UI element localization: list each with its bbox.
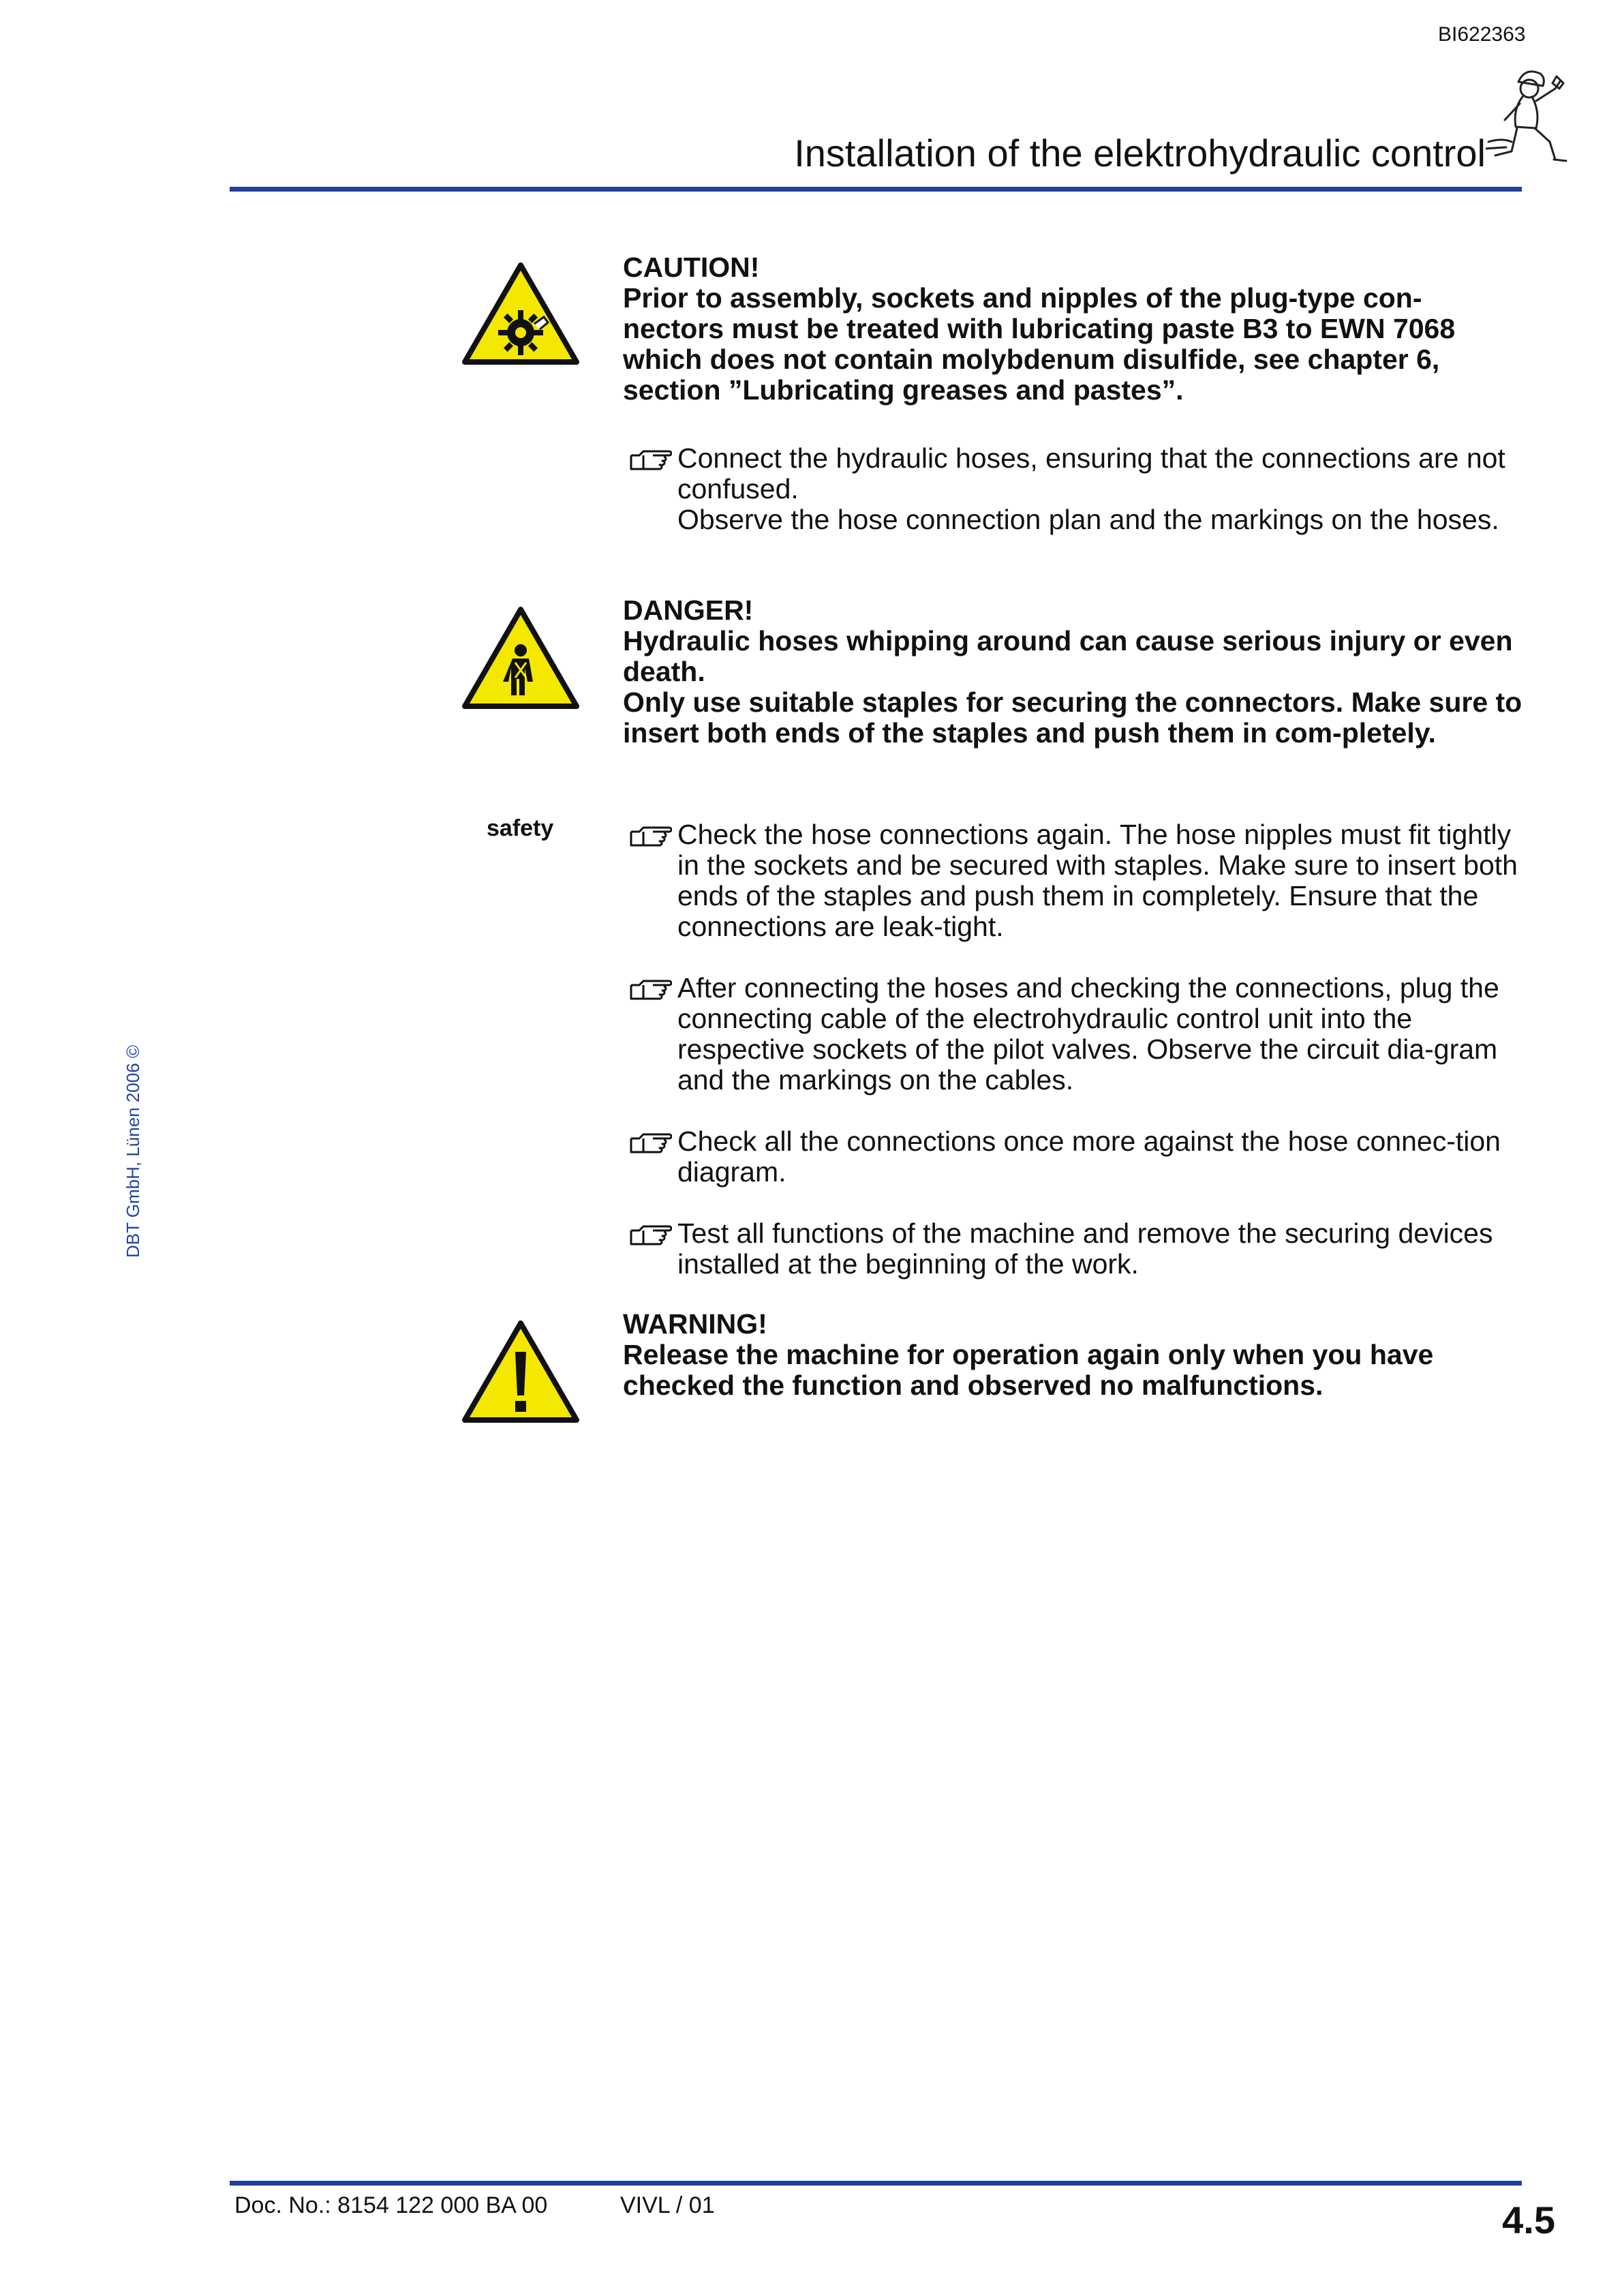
instruction-item xyxy=(623,819,1522,942)
instruction-item xyxy=(623,973,1522,1096)
document-number: Doc. No.: 8154 122 000 BA 00 xyxy=(234,2192,548,2218)
instruction-text: Observe the hose connection plan and the markings on the hoses. xyxy=(677,504,1499,535)
danger-label: DANGER! xyxy=(623,594,754,626)
caution-label: CAUTION! xyxy=(623,252,760,283)
page-number: 4.5 xyxy=(1502,2199,1555,2241)
danger-notice xyxy=(623,595,1522,749)
footer-rule xyxy=(230,2181,1522,2186)
pointing-hand-icon xyxy=(630,1129,672,1156)
pointing-hand-icon xyxy=(630,446,672,473)
instruction-item xyxy=(623,443,1522,535)
crush-hazard-warning-icon xyxy=(461,261,581,367)
pointing-hand-icon xyxy=(630,1221,672,1248)
instruction-text: Check the hose connections again. The hose nipples must fit tightly in the sockets and be secured with staples. Make sure to insert both ends of the staples and push them in completely. Ensure that the connections are leak-tight. xyxy=(677,819,1518,942)
header-rule xyxy=(230,187,1522,192)
instruction-text: Test all functions of the machine and remove the securing devices installed at the beginning of the work. xyxy=(677,1218,1493,1280)
copyright-notice: DBT GmbH, Lünen 2006 © xyxy=(123,1044,143,1258)
caution-notice xyxy=(623,252,1522,406)
version-label: VIVL / 01 xyxy=(620,2192,715,2218)
pointing-hand-icon xyxy=(630,822,672,849)
instruction-text: Connect the hydraulic hoses, ensuring that the connections are not confused. xyxy=(677,442,1505,504)
instruction-text: Check all the connections once more against the hose connec-tion diagram. xyxy=(677,1126,1501,1188)
instruction-item xyxy=(623,1218,1522,1280)
person-hazard-warning-icon xyxy=(461,605,581,711)
warning-notice xyxy=(623,1309,1522,1401)
worker-with-tools-icon xyxy=(1486,61,1588,170)
danger-text: Only use suitable staples for securing the connectors. Make sure to insert both ends of the staples and push them in com-pletely. xyxy=(623,686,1522,749)
warning-label: WARNING! xyxy=(623,1308,767,1340)
page-title: Installation of the elektrohydraulic control xyxy=(794,132,1486,175)
danger-text: Hydraulic hoses whipping around can cause serious injury or even death. xyxy=(623,625,1513,687)
caution-text: Prior to assembly, sockets and nipples of the plug-type con-nectors must be treated with lubricating paste B3 to EWN 7068 which does not contain molybdenum disulfide, see chapter 6, section ”Lubricating greases and pastes”. xyxy=(623,282,1456,406)
document-id: BI622363 xyxy=(1438,23,1526,46)
instruction-item xyxy=(623,1126,1522,1188)
pointing-hand-icon xyxy=(630,976,672,1003)
warning-text: Release the machine for operation again only when you have checked the function and observed no malfunctions. xyxy=(623,1339,1434,1401)
instruction-text: After connecting the hoses and checking the connections, plug the connecting cable of the electrohydraulic control unit into the respective sockets of the pilot valves. Observe the circuit dia-gram and the markings on the cables. xyxy=(677,972,1499,1096)
safety-label: safety xyxy=(487,815,554,841)
exclamation-warning-icon xyxy=(461,1319,581,1425)
